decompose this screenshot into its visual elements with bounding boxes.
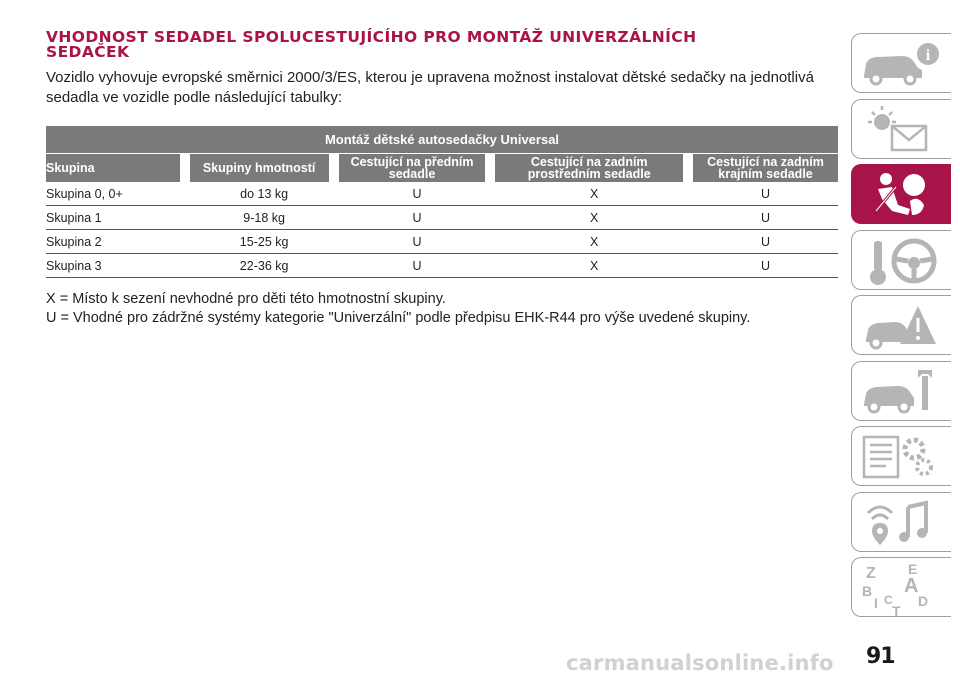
tab-emergency[interactable] — [851, 295, 951, 355]
car-info-icon — [852, 34, 952, 94]
car-maintenance-wrench-icon — [852, 362, 952, 422]
cell-weight: 22-36 kg — [190, 254, 339, 278]
table-caption-row — [46, 126, 838, 154]
index-letter: C — [884, 593, 893, 607]
cell-group: Skupina 3 — [46, 254, 190, 278]
note-u: U = Vhodné pro zádržné systémy kategorie "Univerzální" podle předpisu EHK-R44 pro výše uvedené skupiny. — [46, 310, 751, 326]
cell-front: U — [339, 254, 496, 278]
index-letter: Z — [866, 565, 876, 582]
svg-text:i: i — [925, 47, 931, 64]
tab-warning-lights[interactable] — [851, 99, 951, 159]
tab-maintenance[interactable] — [851, 361, 951, 421]
child-seat-table — [46, 126, 838, 278]
seatbelt-airbag-icon — [852, 165, 952, 225]
main-content — [46, 30, 838, 328]
cell-rear-side: U — [693, 230, 838, 254]
cell-rear-center: X — [495, 182, 693, 206]
header-rear-center-seat: Cestující na zadním prostředním sedadle — [495, 154, 693, 182]
header-rear-side-seat: Cestující na zadním krajním sedadle — [693, 154, 838, 182]
cell-rear-side: U — [693, 182, 838, 206]
intro-paragraph: Vozidlo vyhovuje evropské směrnici 2000/3/ES, kterou je upravena možnost instalovat dětské sedačky na jednotlivá sedadla ve vozidle podle následující tabulky: — [46, 69, 814, 106]
cell-rear-center: X — [495, 230, 693, 254]
index-letter: A — [904, 575, 919, 597]
cell-front: U — [339, 182, 496, 206]
index-letter: B — [862, 583, 873, 599]
cell-group: Skupina 0, 0+ — [46, 182, 190, 206]
alphabetical-index-icon — [852, 558, 952, 618]
page-title-line2: SEDAČEK — [46, 43, 130, 61]
cell-group: Skupina 2 — [46, 230, 190, 254]
cell-front: U — [339, 230, 496, 254]
tab-technical-data[interactable] — [851, 426, 951, 486]
table-row — [46, 230, 838, 254]
table-row — [46, 254, 838, 278]
car-accident-warning-icon — [852, 296, 952, 356]
tab-multimedia[interactable] — [851, 492, 951, 552]
table-caption: Montáž dětské autosedačky Universal — [46, 126, 838, 154]
table-row — [46, 206, 838, 230]
table-row — [46, 182, 838, 206]
warning-lights-message-icon — [852, 100, 952, 160]
table-header-row — [46, 154, 838, 182]
chapter-tabs — [851, 33, 953, 623]
cell-rear-center: X — [495, 254, 693, 278]
cell-group: Skupina 1 — [46, 206, 190, 230]
cell-front: U — [339, 206, 496, 230]
tab-car-info[interactable] — [851, 33, 951, 93]
page-title — [46, 30, 838, 60]
tab-index[interactable] — [851, 557, 951, 617]
cell-weight: 15-25 kg — [190, 230, 339, 254]
cell-rear-center: X — [495, 206, 693, 230]
steering-wheel-key-icon — [852, 231, 952, 291]
cell-weight: do 13 kg — [190, 182, 339, 206]
header-front-seat: Cestující na předním sedadle — [339, 154, 496, 182]
legend-notes — [46, 290, 838, 328]
specifications-gear-icon — [852, 427, 952, 487]
page-title-line1: VHODNOST SEDADEL SPOLUCESTUJÍCÍHO PRO MONTÁŽ UNIVERZÁLNÍCH — [46, 28, 697, 46]
watermark: carmanualsonline.info — [566, 651, 834, 675]
note-x: X = Místo k sezení nevhodné pro děti této hmotnostní skupiny. — [46, 291, 446, 307]
cell-weight: 9-18 kg — [190, 206, 339, 230]
index-letter: I — [874, 595, 878, 611]
index-letter: T — [892, 603, 901, 618]
tab-safety[interactable] — [851, 164, 951, 224]
page-number: 91 — [866, 644, 895, 669]
header-group: Skupina — [46, 154, 190, 182]
header-weight: Skupiny hmotností — [190, 154, 339, 182]
index-letter: E — [908, 561, 918, 577]
cell-rear-side: U — [693, 206, 838, 230]
tab-starting-driving[interactable] — [851, 230, 951, 290]
index-letter: D — [918, 593, 929, 609]
multimedia-music-icon — [852, 493, 952, 553]
cell-rear-side: U — [693, 254, 838, 278]
